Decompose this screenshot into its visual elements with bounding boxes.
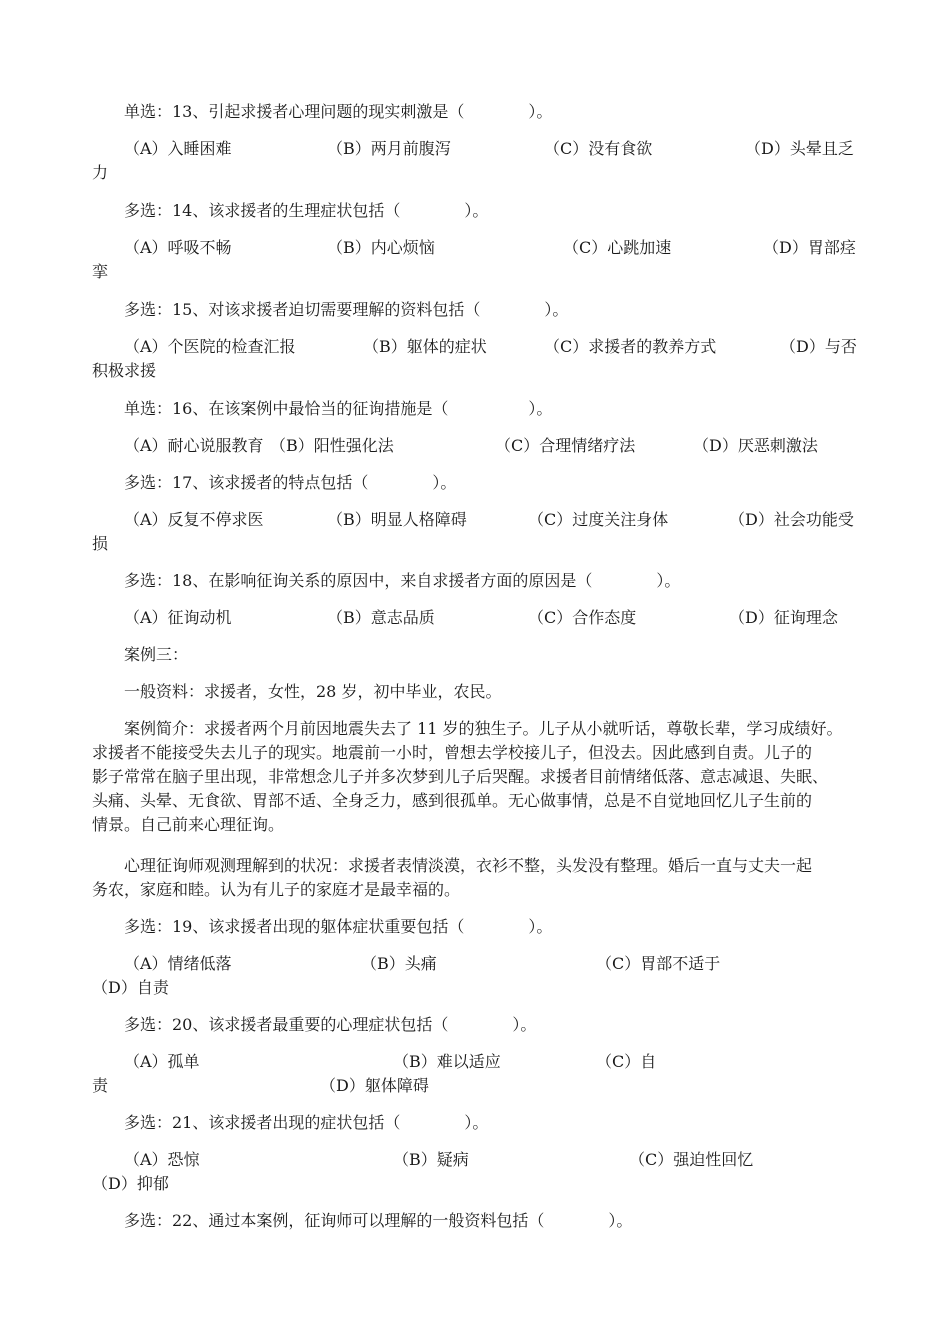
question-17-option-d: （D）社会功能受 — [729, 510, 854, 529]
question-17-option-c: （C）过度关注身体 — [528, 510, 669, 529]
question-17-option-b: （B）明显人格障碍 — [327, 510, 467, 529]
question-13-stem: 单选：13、引起求援者心理问题的现实刺激是（ ）。 — [124, 102, 553, 121]
question-20-option-b: （B）难以适应 — [393, 1052, 501, 1071]
question-17-option-d-continued: 损 — [92, 534, 109, 553]
question-21-option-c: （C）强迫性回忆 — [629, 1150, 754, 1169]
question-14-option-c: （C）心跳加速 — [563, 238, 672, 257]
question-18-option-d: （D）征询理念 — [729, 608, 838, 627]
question-16-option-b: （B）阳性强化法 — [270, 436, 394, 455]
question-20-option-a: （A）孤单 — [124, 1052, 200, 1071]
question-13-option-b: （B）两月前腹泻 — [327, 139, 451, 158]
question-18-option-b: （B）意志品质 — [327, 608, 435, 627]
case-observation-line: 务农，家庭和睦。认为有儿子的家庭才是最幸福的。 — [92, 880, 461, 899]
question-13-option-d-continued: 力 — [92, 163, 109, 182]
case-three-heading: 案例三： — [124, 645, 189, 664]
question-15-option-a: （A）个医院的检查汇报 — [124, 337, 296, 356]
case-intro-line: 案例简介：求援者两个月前因地震失去了 11 岁的独生子。儿子从小就听话，尊敬长辈，学习成绩好。 — [124, 719, 843, 738]
question-18-option-c: （C）合作态度 — [528, 608, 637, 627]
question-15-option-d: （D）与否 — [780, 337, 857, 356]
question-21-stem: 多选：21、该求援者出现的症状包括（ ）。 — [124, 1113, 489, 1132]
question-20-stem: 多选：20、该求援者最重要的心理症状包括（ ）。 — [124, 1015, 537, 1034]
question-14-option-a: （A）呼吸不畅 — [124, 238, 232, 257]
case-observation-line: 心理征询师观测理解到的状况：求援者表情淡漠，衣衫不整，头发没有整理。婚后一直与丈夫一起 — [124, 856, 813, 875]
case-intro-line: 求援者不能接受失去儿子的现实。地震前一小时，曾想去学校接儿子，但没去。因此感到自责。儿子的 — [92, 743, 813, 762]
case-intro-line: 影子常常在脑子里出现，非常想念儿子并多次梦到儿子后哭醒。求援者目前情绪低落、意志减退、失眠、 — [92, 767, 829, 786]
question-21-option-d: （D）抑郁 — [92, 1174, 169, 1193]
question-13-option-a: （A）入睡困难 — [124, 139, 232, 158]
question-19-stem: 多选：19、该求援者出现的躯体症状重要包括（ ）。 — [124, 917, 553, 936]
question-18-option-a: （A）征询动机 — [124, 608, 232, 627]
question-15-stem: 多选：15、对该求援者迫切需要理解的资料包括（ ）。 — [124, 300, 569, 319]
question-22-stem: 多选：22、通过本案例，征询师可以理解的一般资料包括（ ）。 — [124, 1211, 633, 1230]
case-intro-line: 情景。自己前来心理征询。 — [92, 815, 285, 834]
question-19-option-a: （A）情绪低落 — [124, 954, 232, 973]
question-21-option-a: （A）恐惊 — [124, 1150, 200, 1169]
case-intro-line: 头痛、头晕、无食欲、胃部不适、全身乏力，感到很孤单。无心做事情，总是不自觉地回忆儿子生前的 — [92, 791, 813, 810]
question-17-option-a: （A）反复不停求医 — [124, 510, 264, 529]
question-15-option-c: （C）求援者的教养方式 — [544, 337, 717, 356]
question-16-option-a: （A）耐心说服教育 — [124, 436, 264, 455]
question-15-option-b: （B）躯体的症状 — [363, 337, 487, 356]
question-14-option-b: （B）内心烦恼 — [327, 238, 435, 257]
question-19-option-c: （C）胃部不适于 — [596, 954, 721, 973]
question-19-option-d: （D）自责 — [92, 978, 169, 997]
question-15-option-d-continued: 积极求援 — [92, 361, 157, 380]
question-13-option-c: （C）没有食欲 — [544, 139, 653, 158]
question-14-stem: 多选：14、该求援者的生理症状包括（ ）。 — [124, 201, 489, 220]
question-17-stem: 多选：17、该求援者的特点包括（ ）。 — [124, 473, 457, 492]
question-20-option-c-continued: 责 — [92, 1076, 109, 1095]
question-14-option-d-continued: 挛 — [92, 262, 109, 281]
question-20-option-d: （D）躯体障碍 — [320, 1076, 429, 1095]
question-16-option-d: （D）厌恶刺激法 — [693, 436, 818, 455]
question-21-option-b: （B）疑病 — [393, 1150, 469, 1169]
question-19-option-b: （B）头痛 — [361, 954, 437, 973]
question-20-option-c: （C）自 — [596, 1052, 657, 1071]
question-16-stem: 单选：16、在该案例中最恰当的征询措施是（ ）。 — [124, 399, 553, 418]
question-13-option-d: （D）头晕且乏 — [745, 139, 854, 158]
question-18-stem: 多选：18、在影响征询关系的原因中，来自求援者方面的原因是（ ）。 — [124, 571, 681, 590]
question-16-option-c: （C）合理情绪疗法 — [495, 436, 636, 455]
question-14-option-d: （D）胃部痉 — [763, 238, 856, 257]
case-general-info: 一般资料：求援者，女性，28 岁，初中毕业，农民。 — [124, 682, 502, 701]
